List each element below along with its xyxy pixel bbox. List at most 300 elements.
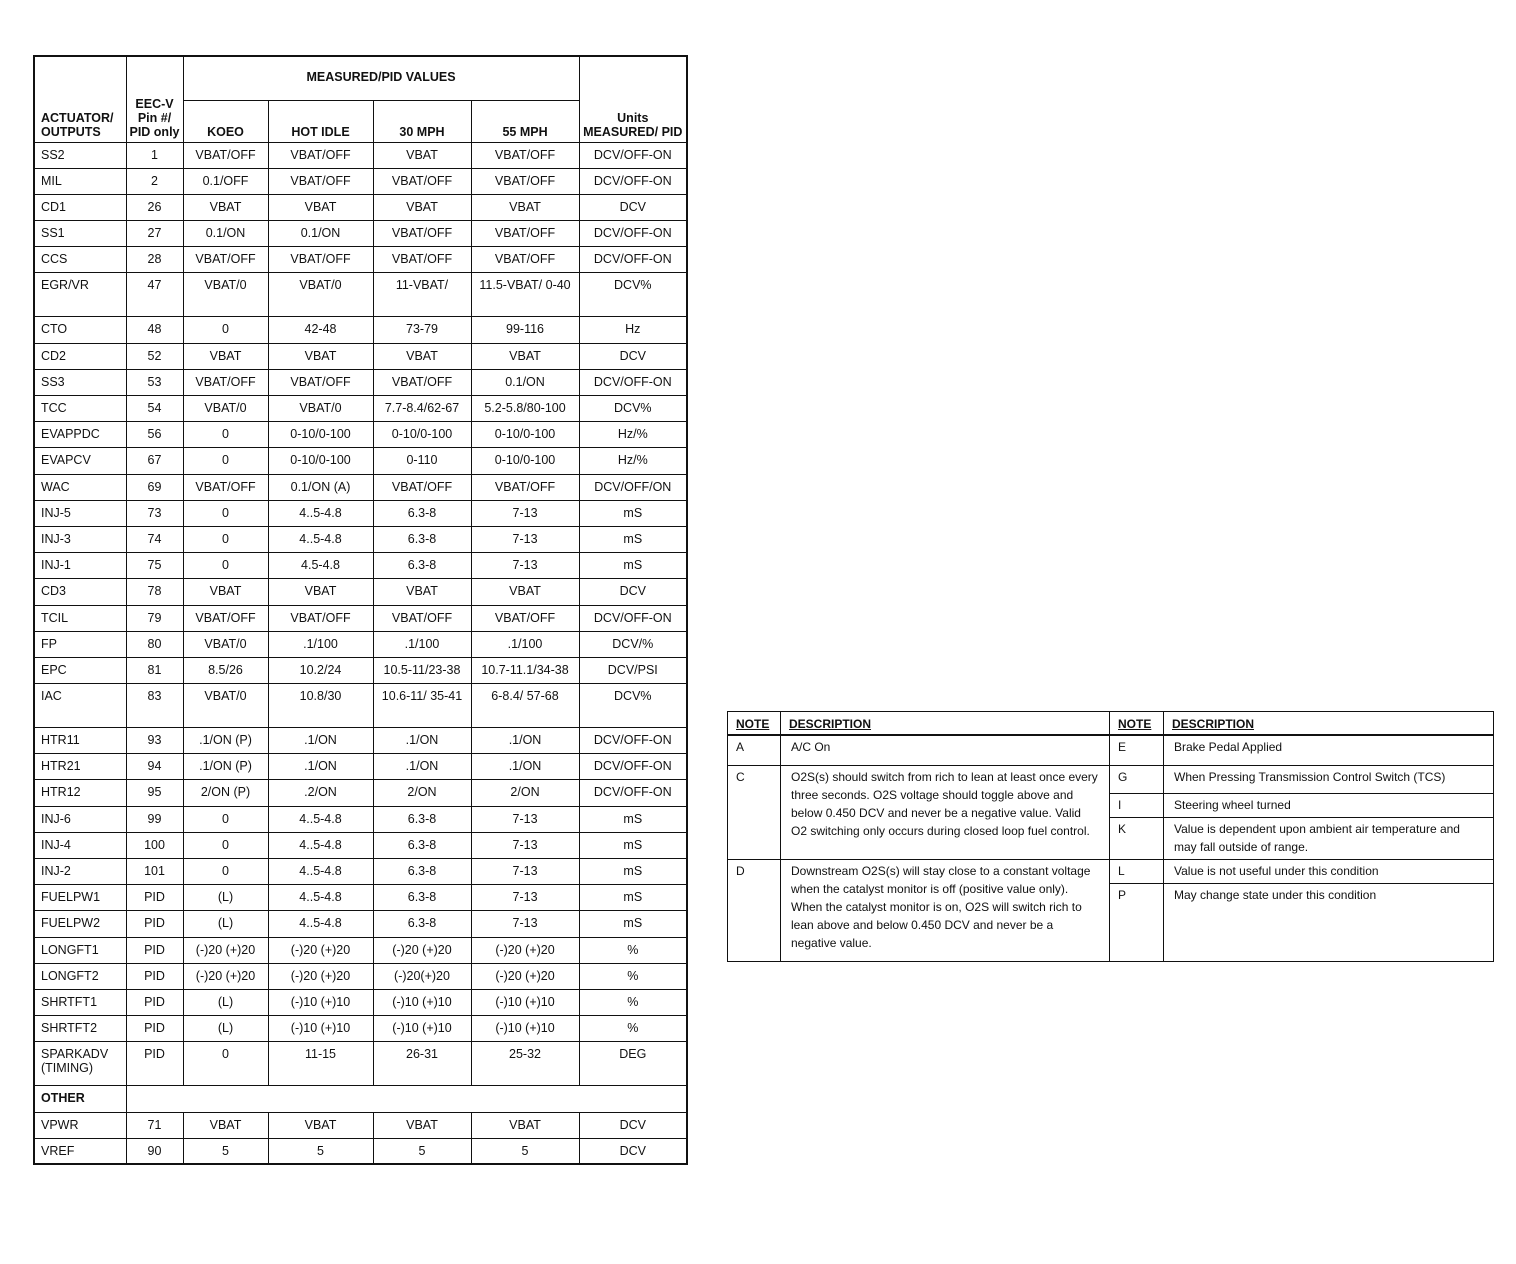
mph55-value: 7-13 xyxy=(471,553,579,579)
mph30-value: VBAT xyxy=(373,343,471,369)
hot-idle-value: .1/100 xyxy=(268,631,373,657)
note-description: When Pressing Transmission Control Switch (TCS) xyxy=(1164,765,1494,793)
units-value: DCV/OFF-ON xyxy=(579,369,687,395)
actuator-name: INJ-1 xyxy=(34,553,126,579)
units-value: mS xyxy=(579,553,687,579)
pin-number: 75 xyxy=(126,553,183,579)
pin-number: PID xyxy=(126,1016,183,1042)
mph55-value: 7-13 xyxy=(471,526,579,552)
note-letter: D xyxy=(728,859,781,962)
table-row xyxy=(34,474,687,500)
actuator-name: FUELPW1 xyxy=(34,885,126,911)
koeo-value: VBAT xyxy=(183,194,268,220)
hot-idle-value: 4..5-4.8 xyxy=(268,806,373,832)
pin-number: 53 xyxy=(126,369,183,395)
mph30-value: (-)10 (+)10 xyxy=(373,1016,471,1042)
actuator-name: LONGFT1 xyxy=(34,937,126,963)
units-value: DCV xyxy=(579,343,687,369)
actuator-name: SS2 xyxy=(34,142,126,168)
units-value: mS xyxy=(579,526,687,552)
hot-idle-value: 4..5-4.8 xyxy=(268,500,373,526)
note-letter: G xyxy=(1110,765,1164,793)
actuator-name: INJ-2 xyxy=(34,859,126,885)
table-row xyxy=(34,500,687,526)
pin-number: 69 xyxy=(126,474,183,500)
units-value: Hz xyxy=(579,317,687,343)
header-units: Units MEASURED/ PID xyxy=(579,56,687,142)
pin-number: PID xyxy=(126,963,183,989)
actuator-name: INJ-5 xyxy=(34,500,126,526)
actuator-name: VREF xyxy=(34,1138,126,1164)
pin-number: 56 xyxy=(126,422,183,448)
actuator-name: SPARKADV (TIMING) xyxy=(34,1042,126,1086)
units-value: Hz/% xyxy=(579,448,687,474)
units-value: DCV/OFF-ON xyxy=(579,247,687,273)
pin-number: 80 xyxy=(126,631,183,657)
units-value: DCV% xyxy=(579,396,687,422)
header-measured-pid-values: MEASURED/PID VALUES xyxy=(183,56,579,100)
mph30-value: (-)10 (+)10 xyxy=(373,989,471,1015)
hot-idle-value: VBAT/OFF xyxy=(268,605,373,631)
koeo-value: 0 xyxy=(183,859,268,885)
units-value: DCV% xyxy=(579,273,687,317)
units-value: mS xyxy=(579,859,687,885)
koeo-value: (L) xyxy=(183,989,268,1015)
koeo-value: 0 xyxy=(183,448,268,474)
hot-idle-value: VBAT/0 xyxy=(268,396,373,422)
pid-values-table xyxy=(33,55,688,1165)
table-row xyxy=(34,1138,687,1164)
mph30-value: VBAT/OFF xyxy=(373,247,471,273)
koeo-value: VBAT/0 xyxy=(183,631,268,657)
notes-header-note-right: NOTE xyxy=(1110,712,1164,736)
mph30-value: 10.6-11/ 35-41 xyxy=(373,684,471,728)
note-letter: E xyxy=(1110,735,1164,765)
hot-idle-value: 4..5-4.8 xyxy=(268,526,373,552)
table-row xyxy=(34,553,687,579)
actuator-name: INJ-4 xyxy=(34,832,126,858)
koeo-value: (L) xyxy=(183,911,268,937)
note-letter: L xyxy=(1110,859,1164,883)
header-koeo: KOEO xyxy=(183,100,268,142)
units-value: % xyxy=(579,963,687,989)
pin-number: PID xyxy=(126,885,183,911)
table-row xyxy=(34,396,687,422)
actuator-name: SHRTFT2 xyxy=(34,1016,126,1042)
units-value: DCV xyxy=(579,1112,687,1138)
table-row xyxy=(34,754,687,780)
actuator-name: INJ-6 xyxy=(34,806,126,832)
mph30-value: (-)20 (+)20 xyxy=(373,937,471,963)
table-row xyxy=(34,579,687,605)
table-row xyxy=(34,142,687,168)
hot-idle-value: VBAT/OFF xyxy=(268,247,373,273)
pin-number: 2 xyxy=(126,168,183,194)
mph55-value: VBAT/OFF xyxy=(471,168,579,194)
mph55-value: (-)20 (+)20 xyxy=(471,963,579,989)
actuator-name: HTR21 xyxy=(34,754,126,780)
mph55-value: 7-13 xyxy=(471,806,579,832)
notes-header-description-left: DESCRIPTION xyxy=(781,712,1110,736)
units-value: % xyxy=(579,937,687,963)
mph30-value: VBAT/OFF xyxy=(373,221,471,247)
table-row xyxy=(34,989,687,1015)
mph55-value: .1/ON xyxy=(471,728,579,754)
mph30-value: .1/ON xyxy=(373,754,471,780)
hot-idle-value: .2/ON xyxy=(268,780,373,806)
table-row xyxy=(34,273,687,317)
units-value: DCV/OFF-ON xyxy=(579,168,687,194)
koeo-value: (L) xyxy=(183,885,268,911)
units-value: DCV/OFF-ON xyxy=(579,754,687,780)
mph55-value: .1/ON xyxy=(471,754,579,780)
units-value: DCV/OFF-ON xyxy=(579,221,687,247)
table-row xyxy=(34,859,687,885)
hot-idle-value: 10.8/30 xyxy=(268,684,373,728)
pin-number: 28 xyxy=(126,247,183,273)
mph55-value: (-)10 (+)10 xyxy=(471,1016,579,1042)
mph55-value: (-)20 (+)20 xyxy=(471,937,579,963)
table-row xyxy=(34,221,687,247)
mph30-value: 6.3-8 xyxy=(373,806,471,832)
hot-idle-value: VBAT/0 xyxy=(268,273,373,317)
mph30-value: 6.3-8 xyxy=(373,526,471,552)
table-row xyxy=(34,631,687,657)
note-description: Value is not useful under this condition xyxy=(1164,859,1494,883)
actuator-name: HTR11 xyxy=(34,728,126,754)
mph30-value: VBAT/OFF xyxy=(373,605,471,631)
pin-number: 90 xyxy=(126,1138,183,1164)
units-value: DCV/PSI xyxy=(579,657,687,683)
table-row xyxy=(34,605,687,631)
note-description: Steering wheel turned xyxy=(1164,793,1494,817)
hot-idle-value: .1/ON xyxy=(268,728,373,754)
pin-number: 78 xyxy=(126,579,183,605)
mph55-value: VBAT xyxy=(471,1112,579,1138)
units-value: DCV xyxy=(579,579,687,605)
units-value: mS xyxy=(579,832,687,858)
note-letter: I xyxy=(1110,793,1164,817)
mph55-value: VBAT/OFF xyxy=(471,247,579,273)
koeo-value: VBAT xyxy=(183,343,268,369)
pin-number: 27 xyxy=(126,221,183,247)
table-row xyxy=(34,684,687,728)
koeo-value: VBAT/OFF xyxy=(183,605,268,631)
note-description: A/C On xyxy=(781,735,1110,765)
mph30-value: VBAT xyxy=(373,579,471,605)
hot-idle-value: VBAT/OFF xyxy=(268,168,373,194)
mph55-value: 0.1/ON xyxy=(471,369,579,395)
hot-idle-value: VBAT/OFF xyxy=(268,369,373,395)
units-value: DCV xyxy=(579,194,687,220)
hot-idle-value: VBAT xyxy=(268,343,373,369)
hot-idle-value: 4..5-4.8 xyxy=(268,885,373,911)
actuator-name: CD2 xyxy=(34,343,126,369)
other-section-blank xyxy=(126,1086,687,1112)
mph55-value: 0-10/0-100 xyxy=(471,448,579,474)
mph55-value: 25-32 xyxy=(471,1042,579,1086)
table-row xyxy=(34,369,687,395)
koeo-value: 0 xyxy=(183,806,268,832)
actuator-name: CTO xyxy=(34,317,126,343)
koeo-value: (-)20 (+)20 xyxy=(183,937,268,963)
units-value: DCV xyxy=(579,1138,687,1164)
note-description: Brake Pedal Applied xyxy=(1164,735,1494,765)
table-row xyxy=(34,526,687,552)
mph30-value: 73-79 xyxy=(373,317,471,343)
table-row xyxy=(34,1112,687,1138)
pin-number: PID xyxy=(126,1042,183,1086)
mph55-value: 7-13 xyxy=(471,911,579,937)
actuator-name: FUELPW2 xyxy=(34,911,126,937)
actuator-name: SS1 xyxy=(34,221,126,247)
mph55-value: 5 xyxy=(471,1138,579,1164)
units-value: mS xyxy=(579,806,687,832)
actuator-name: TCC xyxy=(34,396,126,422)
koeo-value: 8.5/26 xyxy=(183,657,268,683)
hot-idle-value: 4..5-4.8 xyxy=(268,832,373,858)
pin-number: 93 xyxy=(126,728,183,754)
units-value: DCV/OFF-ON xyxy=(579,728,687,754)
koeo-value: VBAT/0 xyxy=(183,396,268,422)
note-letter: K xyxy=(1110,817,1164,859)
actuator-name: CD3 xyxy=(34,579,126,605)
pid-table-body xyxy=(34,142,687,1164)
units-value: DCV% xyxy=(579,684,687,728)
pin-number: 73 xyxy=(126,500,183,526)
other-section-label: OTHER xyxy=(34,1086,126,1112)
header-actuator-outputs: ACTUATOR/ OUTPUTS xyxy=(34,56,126,142)
mph55-value: VBAT/OFF xyxy=(471,142,579,168)
hot-idle-value: 0.1/ON (A) xyxy=(268,474,373,500)
table-row xyxy=(34,317,687,343)
note-letter: P xyxy=(1110,883,1164,962)
koeo-value: 0 xyxy=(183,1042,268,1086)
hot-idle-value: VBAT xyxy=(268,579,373,605)
notes-table xyxy=(727,711,1494,962)
hot-idle-value: .1/ON xyxy=(268,754,373,780)
koeo-value: 0 xyxy=(183,317,268,343)
table-row xyxy=(34,1042,687,1086)
header-hot-idle: HOT IDLE xyxy=(268,100,373,142)
koeo-value: 0 xyxy=(183,832,268,858)
koeo-value: 0 xyxy=(183,526,268,552)
mph55-value: 7-13 xyxy=(471,859,579,885)
table-row xyxy=(34,937,687,963)
actuator-name: CCS xyxy=(34,247,126,273)
hot-idle-value: 4..5-4.8 xyxy=(268,859,373,885)
koeo-value: .1/ON (P) xyxy=(183,728,268,754)
koeo-value: 5 xyxy=(183,1138,268,1164)
mph30-value: 6.3-8 xyxy=(373,885,471,911)
mph30-value: VBAT/OFF xyxy=(373,168,471,194)
mph30-value: 2/ON xyxy=(373,780,471,806)
mph30-value: 10.5-11/23-38 xyxy=(373,657,471,683)
pin-number: 100 xyxy=(126,832,183,858)
pin-number: PID xyxy=(126,937,183,963)
actuator-name: FP xyxy=(34,631,126,657)
note-letter: C xyxy=(728,765,781,859)
mph30-value: .1/100 xyxy=(373,631,471,657)
koeo-value: (-)20 (+)20 xyxy=(183,963,268,989)
actuator-name: HTR12 xyxy=(34,780,126,806)
table-row xyxy=(34,963,687,989)
koeo-value: 0.1/ON xyxy=(183,221,268,247)
koeo-value: 0 xyxy=(183,422,268,448)
mph55-value: 7-13 xyxy=(471,832,579,858)
header-55-mph: 55 MPH xyxy=(471,100,579,142)
mph30-value: 26-31 xyxy=(373,1042,471,1086)
hot-idle-value: (-)20 (+)20 xyxy=(268,937,373,963)
koeo-value: VBAT/OFF xyxy=(183,142,268,168)
note-description: Value is dependent upon ambient air temperature and may fall outside of range. xyxy=(1164,817,1494,859)
actuator-name: EVAPPDC xyxy=(34,422,126,448)
header-pin: EEC-V Pin #/ PID only xyxy=(126,56,183,142)
hot-idle-value: (-)20 (+)20 xyxy=(268,963,373,989)
table-row xyxy=(34,448,687,474)
mph30-value: VBAT xyxy=(373,1112,471,1138)
mph55-value: 11.5-VBAT/ 0-40 xyxy=(471,273,579,317)
hot-idle-value: 4..5-4.8 xyxy=(268,911,373,937)
hot-idle-value: VBAT/OFF xyxy=(268,142,373,168)
mph30-value: VBAT/OFF xyxy=(373,474,471,500)
hot-idle-value: 10.2/24 xyxy=(268,657,373,683)
koeo-value: VBAT/0 xyxy=(183,684,268,728)
koeo-value: VBAT/0 xyxy=(183,273,268,317)
note-description: O2S(s) should switch from rich to lean at least once every three seconds. O2S voltage should toggle above and below 0.450 DCV and never be a negative value. Valid O2 switching only occurs during closed loop fuel control. xyxy=(781,765,1110,859)
pin-number: PID xyxy=(126,989,183,1015)
table-row xyxy=(34,343,687,369)
pin-number: 94 xyxy=(126,754,183,780)
table-row xyxy=(34,832,687,858)
koeo-value: 0 xyxy=(183,500,268,526)
pin-number: 47 xyxy=(126,273,183,317)
units-value: DCV/OFF/ON xyxy=(579,474,687,500)
actuator-name: EVAPCV xyxy=(34,448,126,474)
koeo-value: VBAT xyxy=(183,579,268,605)
mph55-value: VBAT xyxy=(471,343,579,369)
mph30-value: VBAT/OFF xyxy=(373,369,471,395)
koeo-value: (L) xyxy=(183,1016,268,1042)
table-row xyxy=(34,1016,687,1042)
pin-number: 67 xyxy=(126,448,183,474)
table-row xyxy=(34,168,687,194)
mph55-value: 6-8.4/ 57-68 xyxy=(471,684,579,728)
pin-number: 99 xyxy=(126,806,183,832)
pin-number: 52 xyxy=(126,343,183,369)
hot-idle-value: 11-15 xyxy=(268,1042,373,1086)
pin-number: 48 xyxy=(126,317,183,343)
mph55-value: 7-13 xyxy=(471,885,579,911)
actuator-name: SS3 xyxy=(34,369,126,395)
pin-number: 101 xyxy=(126,859,183,885)
units-value: DCV/OFF-ON xyxy=(579,605,687,631)
actuator-name: CD1 xyxy=(34,194,126,220)
koeo-value: VBAT/OFF xyxy=(183,474,268,500)
mph30-value: VBAT xyxy=(373,142,471,168)
koeo-value: 2/ON (P) xyxy=(183,780,268,806)
koeo-value: VBAT/OFF xyxy=(183,247,268,273)
koeo-value: VBAT xyxy=(183,1112,268,1138)
units-value: mS xyxy=(579,885,687,911)
hot-idle-value: VBAT xyxy=(268,194,373,220)
table-row xyxy=(34,728,687,754)
mph30-value: .1/ON xyxy=(373,728,471,754)
units-value: % xyxy=(579,989,687,1015)
actuator-name: INJ-3 xyxy=(34,526,126,552)
other-section-row xyxy=(34,1086,687,1112)
hot-idle-value: 0.1/ON xyxy=(268,221,373,247)
koeo-value: 0.1/OFF xyxy=(183,168,268,194)
table-row xyxy=(34,657,687,683)
table-row xyxy=(34,885,687,911)
mph55-value: .1/100 xyxy=(471,631,579,657)
actuator-name: TCIL xyxy=(34,605,126,631)
pin-number: 81 xyxy=(126,657,183,683)
mph55-value: VBAT/OFF xyxy=(471,605,579,631)
hot-idle-value: VBAT xyxy=(268,1112,373,1138)
pin-number: 71 xyxy=(126,1112,183,1138)
mph30-value: 6.3-8 xyxy=(373,553,471,579)
mph30-value: VBAT xyxy=(373,194,471,220)
actuator-name: VPWR xyxy=(34,1112,126,1138)
hot-idle-value: 42-48 xyxy=(268,317,373,343)
units-value: Hz/% xyxy=(579,422,687,448)
table-row xyxy=(34,806,687,832)
pin-number: 95 xyxy=(126,780,183,806)
units-value: DCV/OFF-ON xyxy=(579,780,687,806)
mph55-value: 10.7-11.1/34-38 xyxy=(471,657,579,683)
actuator-name: EPC xyxy=(34,657,126,683)
units-value: % xyxy=(579,1016,687,1042)
pin-number: 26 xyxy=(126,194,183,220)
mph30-value: 6.3-8 xyxy=(373,500,471,526)
actuator-name: MIL xyxy=(34,168,126,194)
mph55-value: (-)10 (+)10 xyxy=(471,989,579,1015)
notes-header-note-left: NOTE xyxy=(728,712,781,736)
table-row xyxy=(34,194,687,220)
mph55-value: VBAT/OFF xyxy=(471,221,579,247)
mph55-value: 7-13 xyxy=(471,500,579,526)
koeo-value: VBAT/OFF xyxy=(183,369,268,395)
mph30-value: (-)20(+)20 xyxy=(373,963,471,989)
hot-idle-value: (-)10 (+)10 xyxy=(268,989,373,1015)
hot-idle-value: 0-10/0-100 xyxy=(268,448,373,474)
hot-idle-value: (-)10 (+)10 xyxy=(268,1016,373,1042)
units-value: mS xyxy=(579,911,687,937)
mph55-value: VBAT xyxy=(471,579,579,605)
mph55-value: 0-10/0-100 xyxy=(471,422,579,448)
pin-number: 83 xyxy=(126,684,183,728)
mph30-value: 0-10/0-100 xyxy=(373,422,471,448)
units-value: DEG xyxy=(579,1042,687,1086)
actuator-name: SHRTFT1 xyxy=(34,989,126,1015)
note-letter: A xyxy=(728,735,781,765)
koeo-value: .1/ON (P) xyxy=(183,754,268,780)
pin-number: PID xyxy=(126,911,183,937)
koeo-value: 0 xyxy=(183,553,268,579)
header-30-mph: 30 MPH xyxy=(373,100,471,142)
notes-header-description-right: DESCRIPTION xyxy=(1164,712,1494,736)
mph55-value: 99-116 xyxy=(471,317,579,343)
note-description: May change state under this condition xyxy=(1164,883,1494,962)
note-description: Downstream O2S(s) will stay close to a constant voltage when the catalyst monitor is off (positive value only). When the catalyst monitor is on, O2S will switch rich to lean above and below 0.450 DCV and never be a negative value. xyxy=(781,859,1110,962)
pin-number: 54 xyxy=(126,396,183,422)
mph30-value: 6.3-8 xyxy=(373,859,471,885)
mph30-value: 6.3-8 xyxy=(373,911,471,937)
mph55-value: 5.2-5.8/80-100 xyxy=(471,396,579,422)
actuator-name: EGR/VR xyxy=(34,273,126,317)
